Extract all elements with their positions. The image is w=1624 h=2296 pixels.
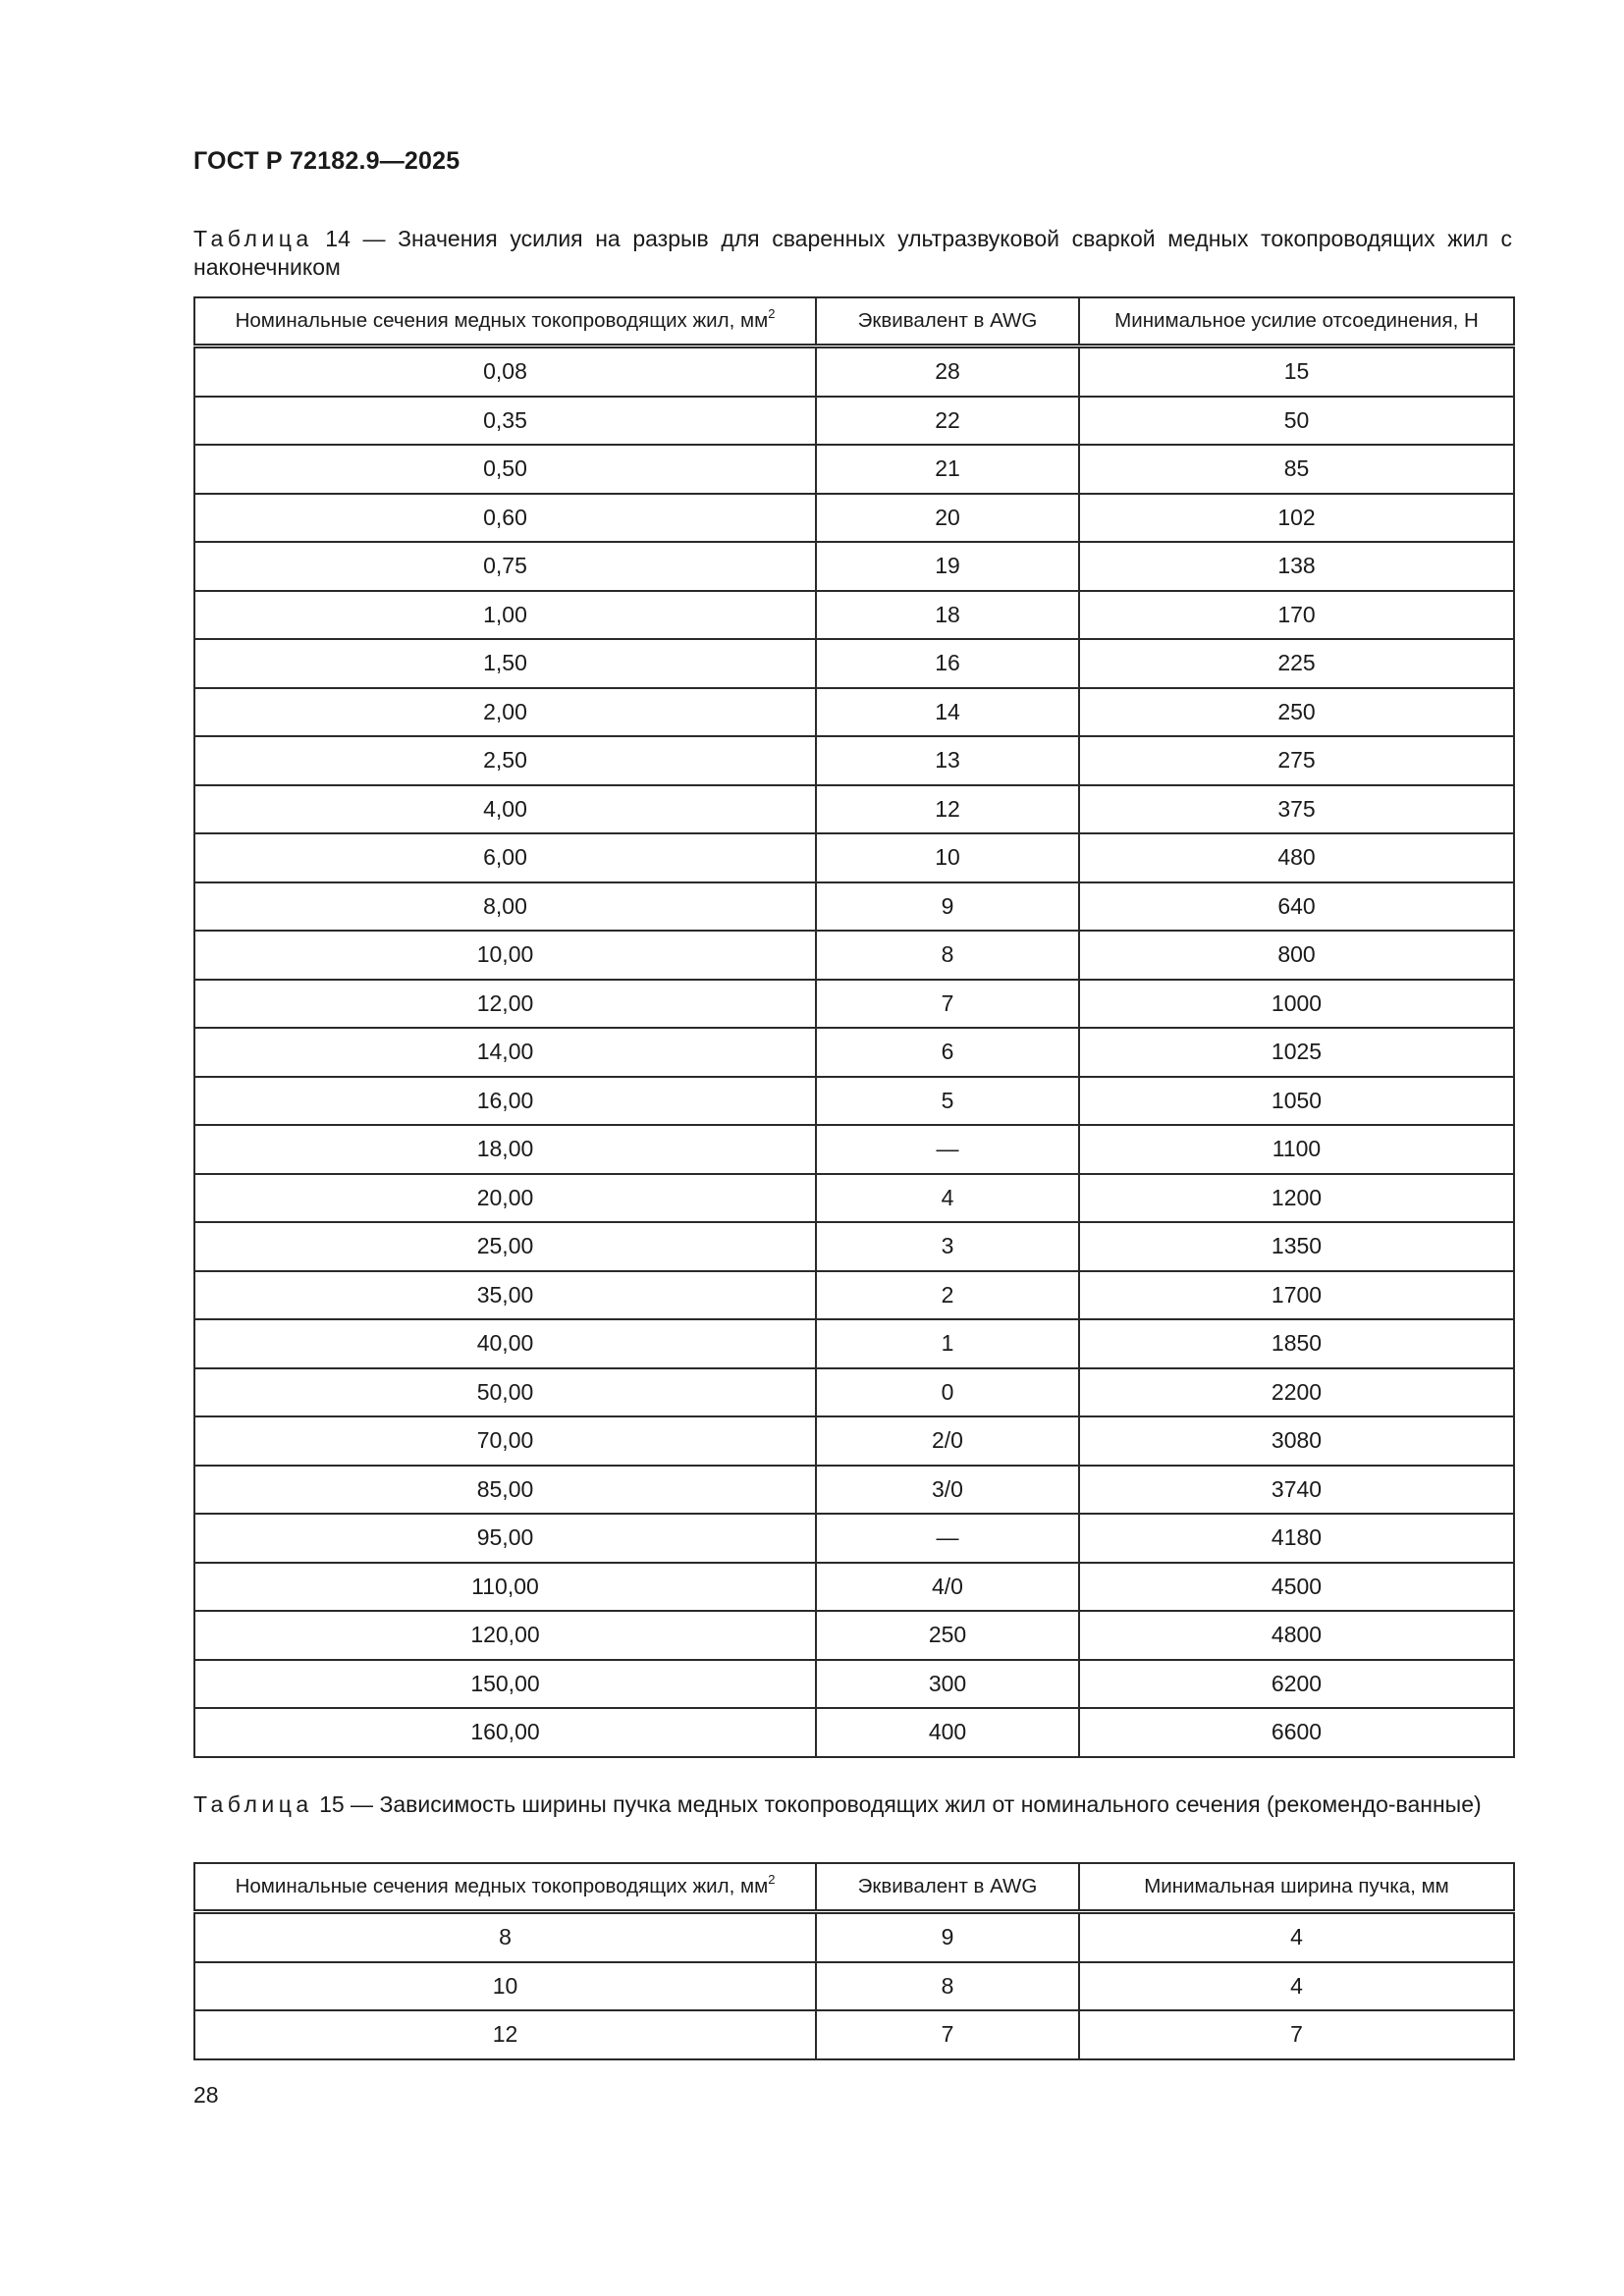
- table-cell: 480: [1079, 833, 1514, 882]
- table-cell: 12: [816, 785, 1079, 834]
- column-header-awg: Эквивалент в AWG: [816, 1863, 1079, 1912]
- table-cell: 1000: [1079, 980, 1514, 1029]
- table-cell: 14: [816, 688, 1079, 737]
- table-cell: 7: [1079, 2010, 1514, 2059]
- table-cell: 2: [816, 1271, 1079, 1320]
- table-cell: 12,00: [194, 980, 816, 1029]
- table-cell: 1350: [1079, 1222, 1514, 1271]
- table-row: [194, 1368, 1514, 1417]
- table-row: [194, 1514, 1514, 1563]
- table-cell: 300: [816, 1660, 1079, 1709]
- table-cell: 19: [816, 542, 1079, 591]
- table-cell: 9: [816, 1912, 1079, 1962]
- table-row: [194, 1174, 1514, 1223]
- table-cell: 800: [1079, 931, 1514, 980]
- table-row: [194, 639, 1514, 688]
- table-cell: —: [816, 1514, 1079, 1563]
- table-cell: 6200: [1079, 1660, 1514, 1709]
- table-cell: 0,35: [194, 397, 816, 446]
- table-15-caption-text: 15 — Зависимость ширины пучка медных токопроводящих жил от номинального сечения (рекомендо-ванные): [319, 1791, 1482, 1817]
- table-cell: 4500: [1079, 1563, 1514, 1612]
- table-cell: 35,00: [194, 1271, 816, 1320]
- table-cell: 1850: [1079, 1319, 1514, 1368]
- table-cell: 2,00: [194, 688, 816, 737]
- table-row: [194, 833, 1514, 882]
- table-cell: 50: [1079, 397, 1514, 446]
- table-cell: 21: [816, 445, 1079, 494]
- table-15-caption-word: Таблица: [193, 1791, 313, 1817]
- table-15-body: [194, 1912, 1514, 2059]
- table-cell: 400: [816, 1708, 1079, 1757]
- table-row: [194, 1660, 1514, 1709]
- table-cell: 25,00: [194, 1222, 816, 1271]
- table-cell: 120,00: [194, 1611, 816, 1660]
- table-row: [194, 347, 1514, 397]
- table-cell: 1700: [1079, 1271, 1514, 1320]
- table-cell: 4: [1079, 1962, 1514, 2011]
- column-header-section: Номинальные сечения медных токопроводящих жил, $мм^2$: [194, 297, 816, 347]
- table-row: [194, 494, 1514, 543]
- column-header-width: Минимальная ширина пучка, мм: [1079, 1863, 1514, 1912]
- table-cell: 10: [194, 1962, 816, 2011]
- table-cell: 3: [816, 1222, 1079, 1271]
- table-cell: 7: [816, 2010, 1079, 2059]
- table-14-header-row: [194, 297, 1514, 347]
- table-row: [194, 688, 1514, 737]
- table-15: [193, 1862, 1515, 2060]
- table-cell: 1025: [1079, 1028, 1514, 1077]
- document-id: ГОСТ Р 72182.9—2025: [193, 147, 460, 175]
- table-15-caption: [193, 1790, 1512, 1819]
- table-row: [194, 2010, 1514, 2059]
- table-cell: 160,00: [194, 1708, 816, 1757]
- table-cell: 14,00: [194, 1028, 816, 1077]
- table-cell: 275: [1079, 736, 1514, 785]
- table-cell: 110,00: [194, 1563, 816, 1612]
- table-cell: 6600: [1079, 1708, 1514, 1757]
- table-cell: 18,00: [194, 1125, 816, 1174]
- table-cell: 4: [1079, 1912, 1514, 1962]
- table-cell: 0: [816, 1368, 1079, 1417]
- table-cell: 1200: [1079, 1174, 1514, 1223]
- table-cell: 0,75: [194, 542, 816, 591]
- table-row: [194, 1611, 1514, 1660]
- table-cell: 16: [816, 639, 1079, 688]
- table-row: [194, 1125, 1514, 1174]
- table-row: [194, 1319, 1514, 1368]
- table-cell: 0,60: [194, 494, 816, 543]
- table-cell: 225: [1079, 639, 1514, 688]
- table-cell: 1100: [1079, 1125, 1514, 1174]
- table-row: [194, 1563, 1514, 1612]
- table-cell: 28: [816, 347, 1079, 397]
- table-row: [194, 736, 1514, 785]
- table-row: [194, 591, 1514, 640]
- table-cell: 4,00: [194, 785, 816, 834]
- table-cell: 8: [194, 1912, 816, 1962]
- table-cell: 20: [816, 494, 1079, 543]
- table-14: [193, 296, 1515, 1758]
- table-cell: 0,50: [194, 445, 816, 494]
- table-cell: 6,00: [194, 833, 816, 882]
- table-cell: 8: [816, 931, 1079, 980]
- table-cell: 1: [816, 1319, 1079, 1368]
- table-cell: 102: [1079, 494, 1514, 543]
- column-header-section: Номинальные сечения медных токопроводящих жил, $мм^2$: [194, 1863, 816, 1912]
- table-cell: 85,00: [194, 1466, 816, 1515]
- table-cell: 16,00: [194, 1077, 816, 1126]
- table-cell: 3740: [1079, 1466, 1514, 1515]
- table-row: [194, 1271, 1514, 1320]
- table-cell: 6: [816, 1028, 1079, 1077]
- table-row: [194, 1912, 1514, 1962]
- table-cell: 0,08: [194, 347, 816, 397]
- table-row: [194, 542, 1514, 591]
- table-cell: 138: [1079, 542, 1514, 591]
- table-cell: 18: [816, 591, 1079, 640]
- table-row: [194, 445, 1514, 494]
- table-cell: 4: [816, 1174, 1079, 1223]
- table-row: [194, 1222, 1514, 1271]
- table-cell: 4800: [1079, 1611, 1514, 1660]
- table-cell: 150,00: [194, 1660, 816, 1709]
- table-cell: 12: [194, 2010, 816, 2059]
- table-cell: 2200: [1079, 1368, 1514, 1417]
- table-cell: 10,00: [194, 931, 816, 980]
- table-row: [194, 1416, 1514, 1466]
- table-cell: 4/0: [816, 1563, 1079, 1612]
- table-row: [194, 980, 1514, 1029]
- table-cell: 8: [816, 1962, 1079, 2011]
- table-cell: 15: [1079, 347, 1514, 397]
- table-row: [194, 1962, 1514, 2011]
- table-cell: 50,00: [194, 1368, 816, 1417]
- table-cell: 170: [1079, 591, 1514, 640]
- table-cell: 22: [816, 397, 1079, 446]
- table-cell: 95,00: [194, 1514, 816, 1563]
- table-cell: 2/0: [816, 1416, 1079, 1466]
- table-cell: 2,50: [194, 736, 816, 785]
- table-cell: 250: [1079, 688, 1514, 737]
- table-row: [194, 1028, 1514, 1077]
- table-cell: 1,50: [194, 639, 816, 688]
- table-cell: 70,00: [194, 1416, 816, 1466]
- table-cell: —: [816, 1125, 1079, 1174]
- table-cell: 85: [1079, 445, 1514, 494]
- table-cell: 3080: [1079, 1416, 1514, 1466]
- column-header-awg: Эквивалент в AWG: [816, 297, 1079, 347]
- table-cell: 3/0: [816, 1466, 1079, 1515]
- table-14-body: [194, 347, 1514, 1757]
- column-header-force: Минимальное усилие отсоединения, Н: [1079, 297, 1514, 347]
- table-cell: 5: [816, 1077, 1079, 1126]
- table-cell: 4180: [1079, 1514, 1514, 1563]
- page-number: 28: [193, 2082, 219, 2108]
- table-row: [194, 397, 1514, 446]
- table-cell: 7: [816, 980, 1079, 1029]
- table-cell: 8,00: [194, 882, 816, 932]
- table-row: [194, 931, 1514, 980]
- table-14-caption-word: Таблица: [193, 226, 313, 251]
- table-row: [194, 1077, 1514, 1126]
- table-row: [194, 1466, 1514, 1515]
- table-cell: 640: [1079, 882, 1514, 932]
- table-cell: 375: [1079, 785, 1514, 834]
- table-cell: 13: [816, 736, 1079, 785]
- table-row: [194, 1708, 1514, 1757]
- table-14-caption: [193, 225, 1512, 282]
- table-cell: 250: [816, 1611, 1079, 1660]
- table-cell: 40,00: [194, 1319, 816, 1368]
- table-15-header-row: [194, 1863, 1514, 1912]
- table-cell: 10: [816, 833, 1079, 882]
- table-cell: 1050: [1079, 1077, 1514, 1126]
- table-cell: 20,00: [194, 1174, 816, 1223]
- table-14-caption-text: 14 — Значения усилия на разрыв для сваренных ультразвуковой сваркой медных токопроводящих жил с наконечником: [193, 226, 1513, 280]
- table-cell: 1,00: [194, 591, 816, 640]
- table-cell: 9: [816, 882, 1079, 932]
- table-row: [194, 882, 1514, 932]
- table-row: [194, 785, 1514, 834]
